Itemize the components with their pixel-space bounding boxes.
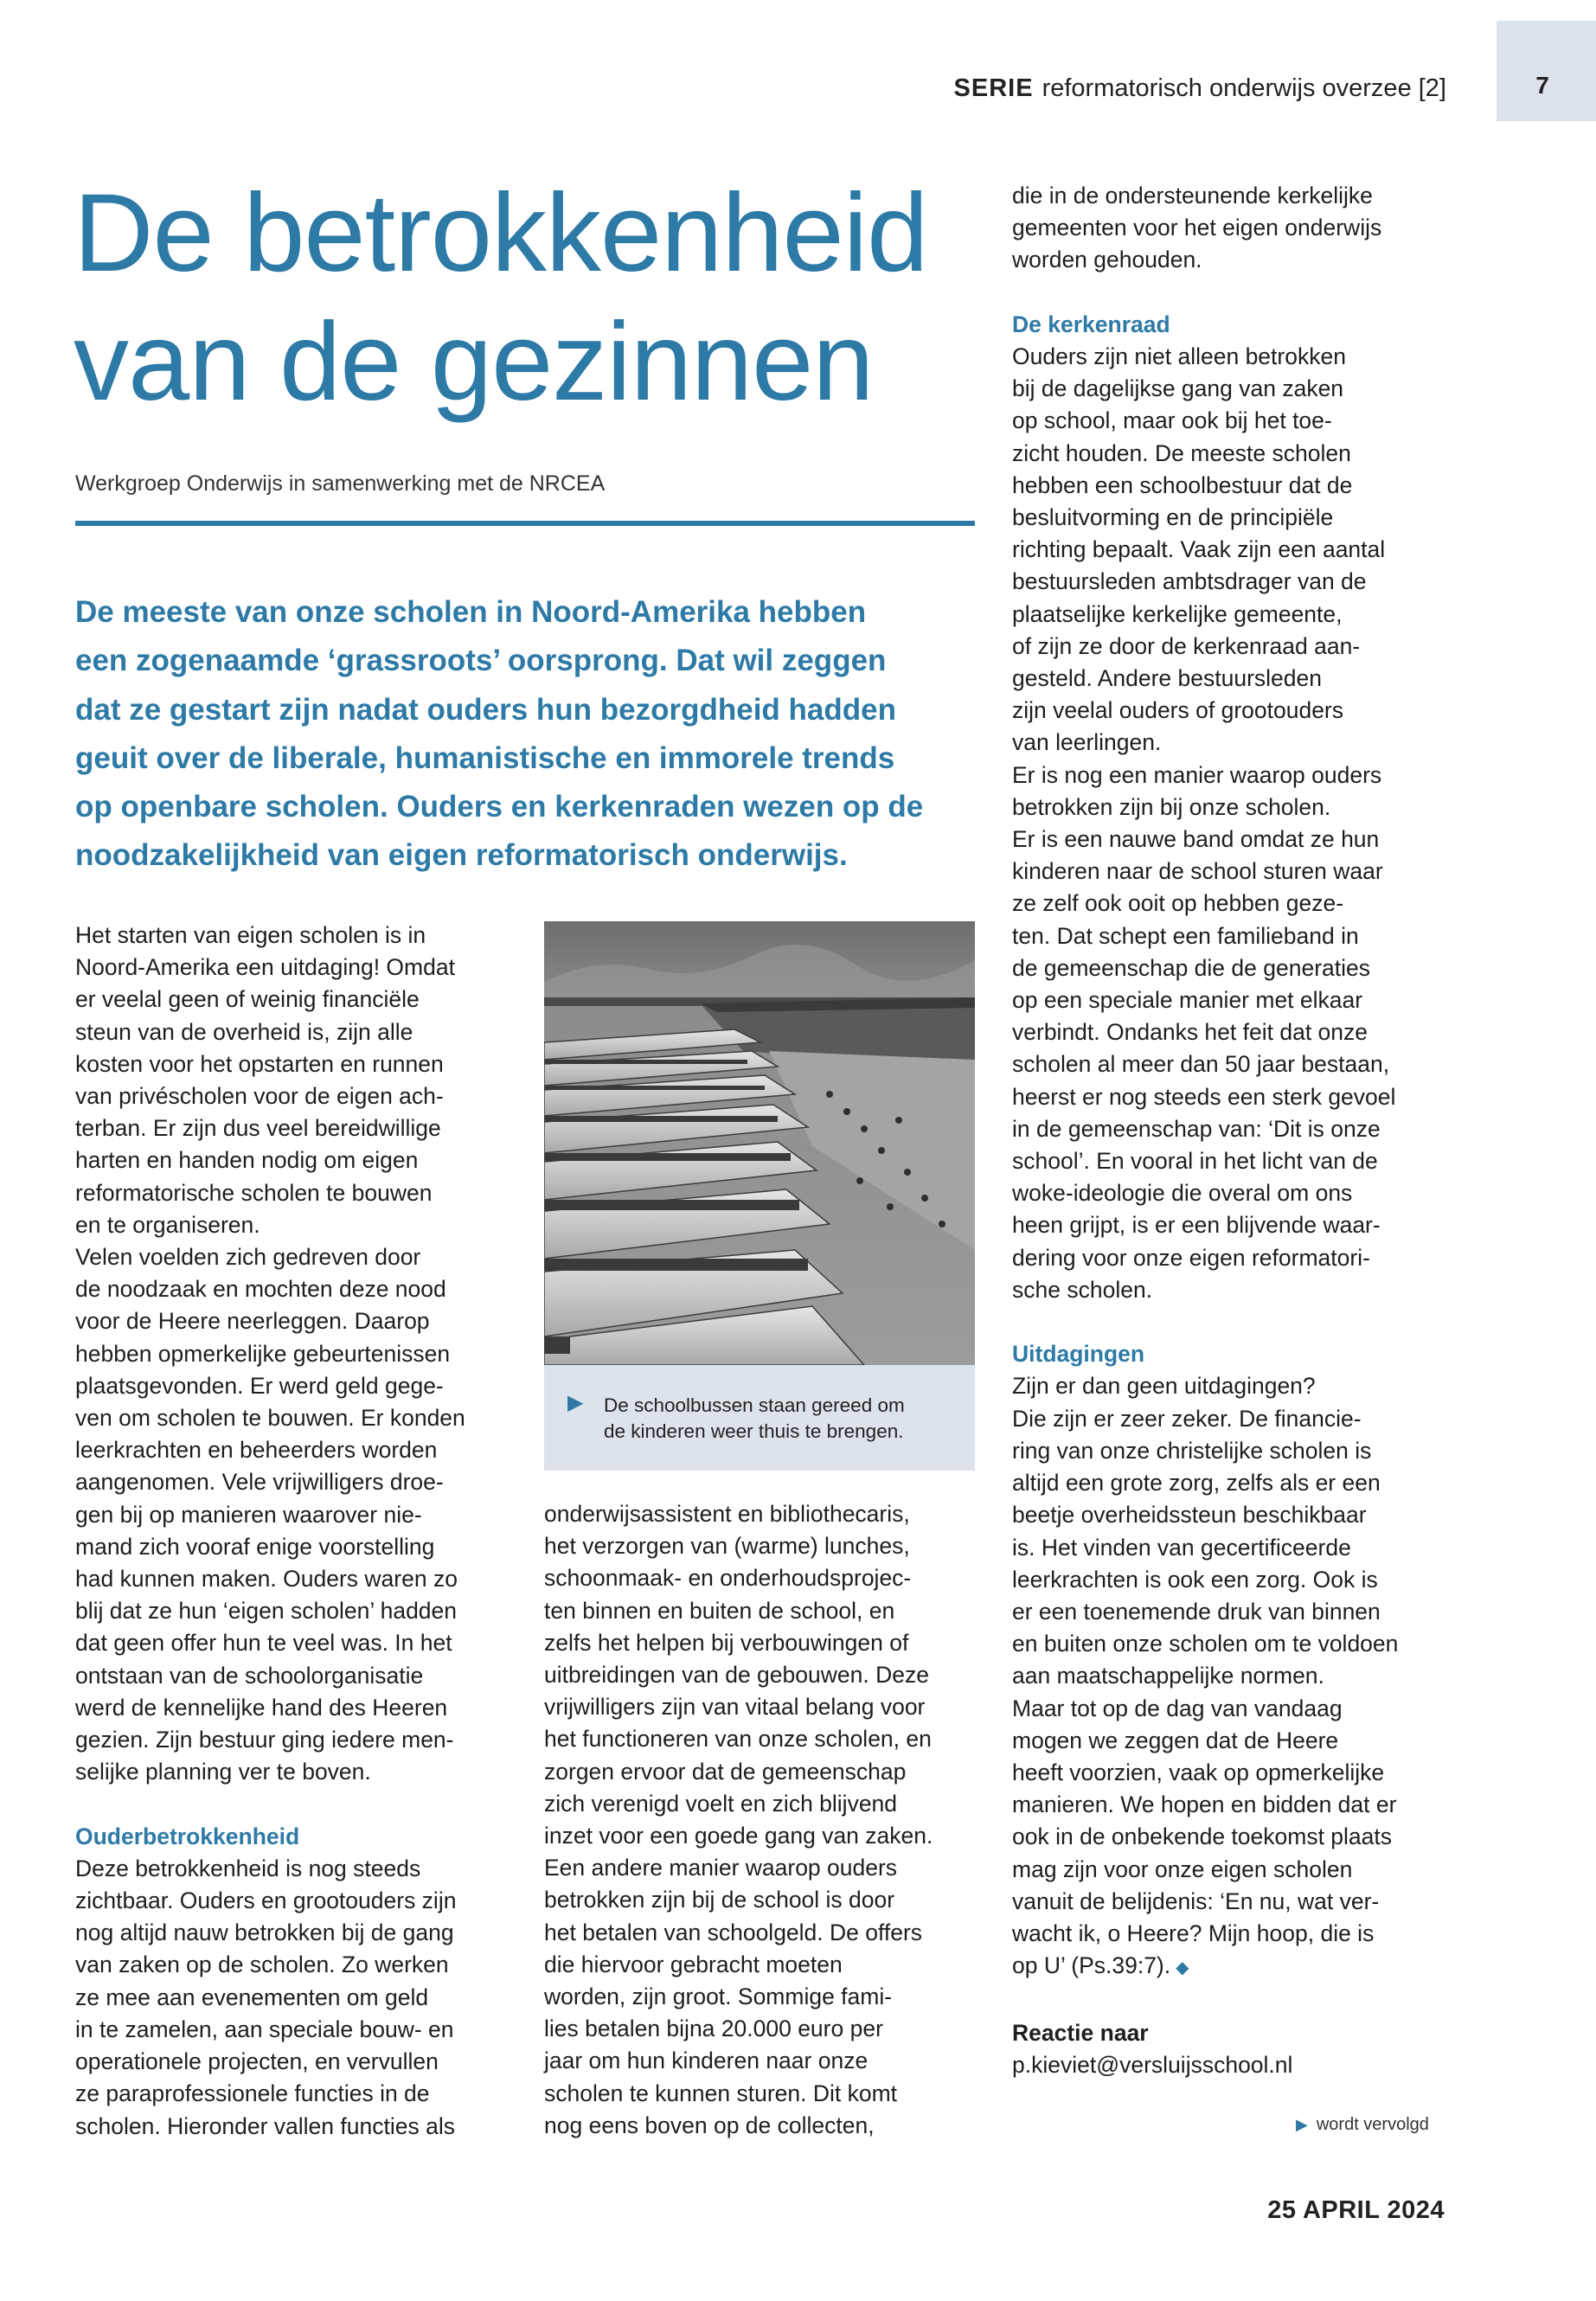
text-line: nog eens boven op de collecten, [544, 2112, 875, 2138]
text-line: leerkrachten en beheerders worden [75, 1437, 438, 1464]
text-line: bestuursleden ambtsdrager van de [1012, 568, 1367, 595]
text-line: zelfs het helpen bij verbouwingen of [544, 1629, 909, 1656]
text-line: mag zijn voor onze eigen scholen [1012, 1856, 1353, 1882]
school-bus-photo [544, 921, 975, 1365]
text-line: ring van onze christelijke scholen is [1012, 1437, 1372, 1464]
title-line: De betrokkenheid [74, 171, 928, 295]
text-line: dat geen offer hun te veel was. In het [75, 1630, 452, 1657]
text-line: heerst er nog steeds een sterk gevoel [1012, 1083, 1396, 1110]
article-title [74, 169, 1008, 426]
paragraph-gap [1012, 1984, 1462, 2016]
text-line: Een andere manier waarop ouders [544, 1855, 898, 1881]
text-line: aangenomen. Vele vrijwilligers droe- [75, 1469, 444, 1496]
text-line: had kunnen maken. Ouders waren zo [75, 1566, 458, 1593]
intro-lead [75, 588, 975, 881]
section-heading-uitdagingen: Uitdagingen [1012, 1341, 1145, 1368]
intro-line: De meeste van onze scholen in Noord-Amerika hebben [75, 595, 867, 629]
text-line: op school, maar ook bij het toe- [1012, 407, 1332, 434]
text-line: ze mee aan evenementen om geld [75, 1984, 429, 2010]
text-line: onderwijsassistent en bibliothecaris, [544, 1501, 910, 1527]
text-line: vrijwilligers zijn van vitaal belang voor [544, 1694, 926, 1721]
text-line: heeft voorzien, vaak op opmerkelijke [1012, 1759, 1385, 1785]
text-line: scholen te kunnen sturen. Dit komt [544, 2080, 898, 2106]
text-line: ze zelf ook ooit op hebben geze- [1012, 890, 1344, 917]
text-line: blij dat ze hun ‘eigen scholen’ hadden [75, 1598, 458, 1625]
text-line: plaatsgevonden. Er werd geld gege- [75, 1372, 444, 1399]
text-line: richting bepaalt. Vaak zijn een aantal [1012, 536, 1386, 563]
title-divider [75, 521, 975, 526]
text-line: ten binnen en buiten de school, en [544, 1597, 895, 1624]
text-line: in de gemeenschap van: ‘Dit is onze [1012, 1115, 1381, 1142]
text-line: hebben opmerkelijke gebeurtenissen [75, 1340, 451, 1367]
text-line: Die zijn er zeer zeker. De financie- [1012, 1405, 1362, 1432]
text-line: kinderen naar de school sturen waar [1012, 858, 1383, 885]
page-number-tab [1497, 21, 1596, 121]
text-line: gezien. Zijn bestuur ging iedere men- [75, 1727, 454, 1753]
caption-line: De schoolbussen staan gereed om [604, 1394, 905, 1416]
text-line: kosten voor het opstarten en runnen [75, 1050, 444, 1077]
text-line: in te zamelen, aan speciale bouw- en [75, 2016, 454, 2042]
text-line: op een speciale manier met elkaar [1012, 987, 1363, 1014]
contact-label: Reactie naar [1012, 2019, 1149, 2046]
text-line: mogen we zeggen dat de Heere [1012, 1727, 1339, 1753]
text-line: Er is nog een manier waarop ouders [1012, 761, 1382, 788]
column-right [1012, 180, 1462, 2081]
series-label: SERIE [953, 74, 1034, 102]
text-line: betrokken zijn bij de school is door [544, 1887, 895, 1913]
text-line: wacht ik, o Heere? Mijn hoop, die is [1012, 1920, 1375, 1946]
column-middle [544, 1498, 977, 2142]
text-line: plaatselijke kerkelijke gemeente, [1012, 600, 1343, 627]
text-line: er een toenemende druk van binnen [1012, 1598, 1381, 1625]
text-line-content: op U’ (Ps.39:7). [1012, 1952, 1171, 1979]
text-line: hebben een schoolbestuur dat de [1012, 471, 1353, 498]
text-line: ze paraprofessionele functies in de [75, 2080, 430, 2107]
text-line: leerkrachten is ook een zorg. Ook is [1012, 1566, 1378, 1593]
intro-line: noodzakelijkheid van eigen reformatorisch onderwijs. [75, 838, 848, 873]
text-line: woke-ideologie die overal om ons [1012, 1180, 1353, 1207]
continued-arrow-icon: ▶ [1296, 2116, 1308, 2133]
text-line: aan maatschappelijke normen. [1012, 1663, 1324, 1689]
text-line [1012, 1950, 1462, 1984]
text-line: worden, zijn groot. Sommige fami- [544, 1984, 893, 2010]
text-line: altijd een grote zorg, zelfs als er een [1012, 1470, 1381, 1497]
text-line: gesteld. Andere bestuursleden [1012, 665, 1323, 692]
title-line: van de gezinnen [74, 300, 874, 424]
text-line: Maar tot op de dag van vandaag [1012, 1695, 1343, 1721]
intro-line: geuit over de liberale, humanistische en immorele trends [75, 740, 895, 775]
text-line: voor de Heere neerleggen. Daarop [75, 1308, 430, 1335]
text-line: harten en handen nodig om eigen [75, 1147, 419, 1174]
text-line: die in de ondersteunende kerkelijke [1012, 183, 1373, 208]
text-line: heen grijpt, is er een blijvende waar- [1012, 1212, 1381, 1239]
issue-date: 25 APRIL 2024 [1267, 2196, 1445, 2224]
text-line: verbindt. Ondanks het feit dat onze [1012, 1019, 1368, 1046]
text-line: of zijn ze door de kerkenraad aan- [1012, 632, 1361, 659]
page-number: 7 [1535, 72, 1549, 99]
text-line: van zaken op de scholen. Zo werken [75, 1952, 449, 1978]
text-line: Deze betrokkenheid is nog steeds [75, 1855, 421, 1881]
text-line: ontstaan van de schoolorganisatie [75, 1662, 424, 1689]
text-line: dering voor onze eigen reformatori- [1012, 1244, 1370, 1271]
paragraph-gap [1012, 1306, 1462, 1338]
text-line: reformatorische scholen te bouwen [75, 1179, 433, 1206]
text-line: operationele projecten, en vervullen [75, 2048, 439, 2075]
text-line: die hiervoor gebracht moeten [544, 1951, 843, 1977]
text-line: er veelal geen of weinig financiële [75, 986, 420, 1013]
caption-line: de kinderen weer thuis te brengen. [604, 1420, 904, 1442]
text-line: van leerlingen. [1012, 729, 1162, 756]
continued-label: wordt vervolgd [1316, 2115, 1429, 2134]
photo-caption [604, 1393, 958, 1445]
text-line: gemeenten voor het eigen onderwijs [1012, 215, 1382, 241]
text-line: zijn veelal ouders of grootouders [1012, 697, 1344, 724]
text-line: ven om scholen te bouwen. Er konden [75, 1405, 465, 1432]
text-line: lies betalen bijna 20.000 euro per [544, 2016, 883, 2042]
text-line: worden gehouden. [1012, 247, 1202, 273]
text-line: mand zich vooraf enige voorstelling [75, 1533, 435, 1560]
contact-email-link[interactable]: p.kieviet@versluijsschool.nl [1012, 2051, 1293, 2078]
text-line: vanuit de belijdenis: ‘En nu, wat ver- [1012, 1888, 1380, 1914]
text-line: het functioneren van onze scholen, en [544, 1726, 932, 1753]
text-line: gen bij op manieren waarover nie- [75, 1501, 422, 1528]
continued-note [1296, 2115, 1429, 2135]
text-line: is. Het vinden van gecertificeerde [1012, 1534, 1351, 1561]
intro-line: op openbare scholen. Ouders en kerkenraden wezen op de [75, 790, 924, 824]
text-line: de noodzaak en mochten deze nood [75, 1276, 446, 1303]
text-line: zich verenigd voelt en zich blijvend [544, 1790, 898, 1817]
paragraph-gap [75, 1788, 516, 1820]
text-line: het verzorgen van (warme) lunches, [544, 1533, 910, 1560]
text-line: beetje overheidssteun beschikbaar [1012, 1502, 1367, 1529]
text-line: manieren. We hopen en bidden dat er [1012, 1791, 1397, 1818]
section-heading-kerkenraad: De kerkenraad [1012, 311, 1170, 337]
text-line: betrokken zijn bij onze scholen. [1012, 793, 1331, 820]
text-line: scholen al meer dan 50 jaar bestaan, [1012, 1051, 1390, 1078]
text-line: bij de dagelijkse gang van zaken [1012, 375, 1344, 402]
text-line: Ouders zijn niet alleen betrokken [1012, 343, 1346, 369]
text-line: van privéscholen voor de eigen ach- [75, 1083, 444, 1110]
series-title: reformatorisch onderwijs overzee [2] [1042, 74, 1446, 102]
byline: Werkgroep Onderwijs in samenwerking met de NRCEA [75, 471, 606, 496]
text-line: en buiten onze scholen om te voldoen [1012, 1631, 1399, 1657]
text-line: nog altijd nauw betrokken bij de gang [75, 1920, 454, 1946]
intro-line: een zogenaamde ‘grassroots’ oorsprong. Dat wil zeggen [75, 644, 887, 678]
intro-line: dat ze gestart zijn nadat ouders hun bezorgdheid hadden [75, 692, 896, 727]
text-line: Noord-Amerika een uitdaging! Omdat [75, 954, 455, 981]
text-line: jaar om hun kinderen naar onze [544, 2048, 869, 2074]
text-line: besluitvorming en de principiële [1012, 504, 1334, 531]
text-line: selijke planning ver te boven. [75, 1759, 371, 1785]
column-left [75, 920, 516, 2143]
text-line: terban. Er zijn dus veel bereidwillige [75, 1115, 441, 1142]
text-line: zicht houden. De meeste scholen [1012, 439, 1351, 466]
text-line: Zijn er dan geen uitdagingen? [1012, 1373, 1316, 1400]
section-heading-ouderbetrokkenheid: Ouderbetrokkenheid [75, 1823, 300, 1849]
end-mark-icon: ◆ [1176, 1958, 1189, 1978]
text-line: ook in de onbekende toekomst plaats [1012, 1823, 1393, 1850]
text-line: ten. Dat schept een familieband in [1012, 922, 1359, 949]
caption-arrow-icon: ▶ [567, 1391, 584, 1414]
series-header [0, 74, 1446, 103]
text-line: sche scholen. [1012, 1276, 1153, 1303]
paragraph-gap [1012, 277, 1462, 309]
text-line: schoonmaak- en onderhoudsprojec- [544, 1565, 912, 1592]
text-line: Velen voelden zich gedreven door [75, 1244, 421, 1271]
text-line: school’. En vooral in het licht van de [1012, 1148, 1378, 1175]
text-line: en te organiseren. [75, 1211, 260, 1238]
text-line: het betalen van schoolgeld. De offers [544, 1919, 923, 1945]
text-line: steun van de overheid is, zijn alle [75, 1018, 413, 1045]
text-line: scholen. Hieronder vallen functies als [75, 2112, 455, 2139]
text-line: zichtbaar. Ouders en grootouders zijn [75, 1888, 457, 1914]
text-line: inzet voor een goede gang van zaken. [544, 1823, 933, 1849]
text-line: werd de kennelijke hand des Heeren [75, 1694, 448, 1721]
text-line: Er is een nauwe band omdat ze hun [1012, 826, 1380, 853]
text-line: Het starten van eigen scholen is in [75, 922, 426, 948]
text-line: uitbreidingen van de gebouwen. Deze [544, 1662, 929, 1689]
text-line: de gemeenschap die de generaties [1012, 954, 1370, 981]
text-line: zorgen ervoor dat de gemeenschap [544, 1758, 907, 1785]
